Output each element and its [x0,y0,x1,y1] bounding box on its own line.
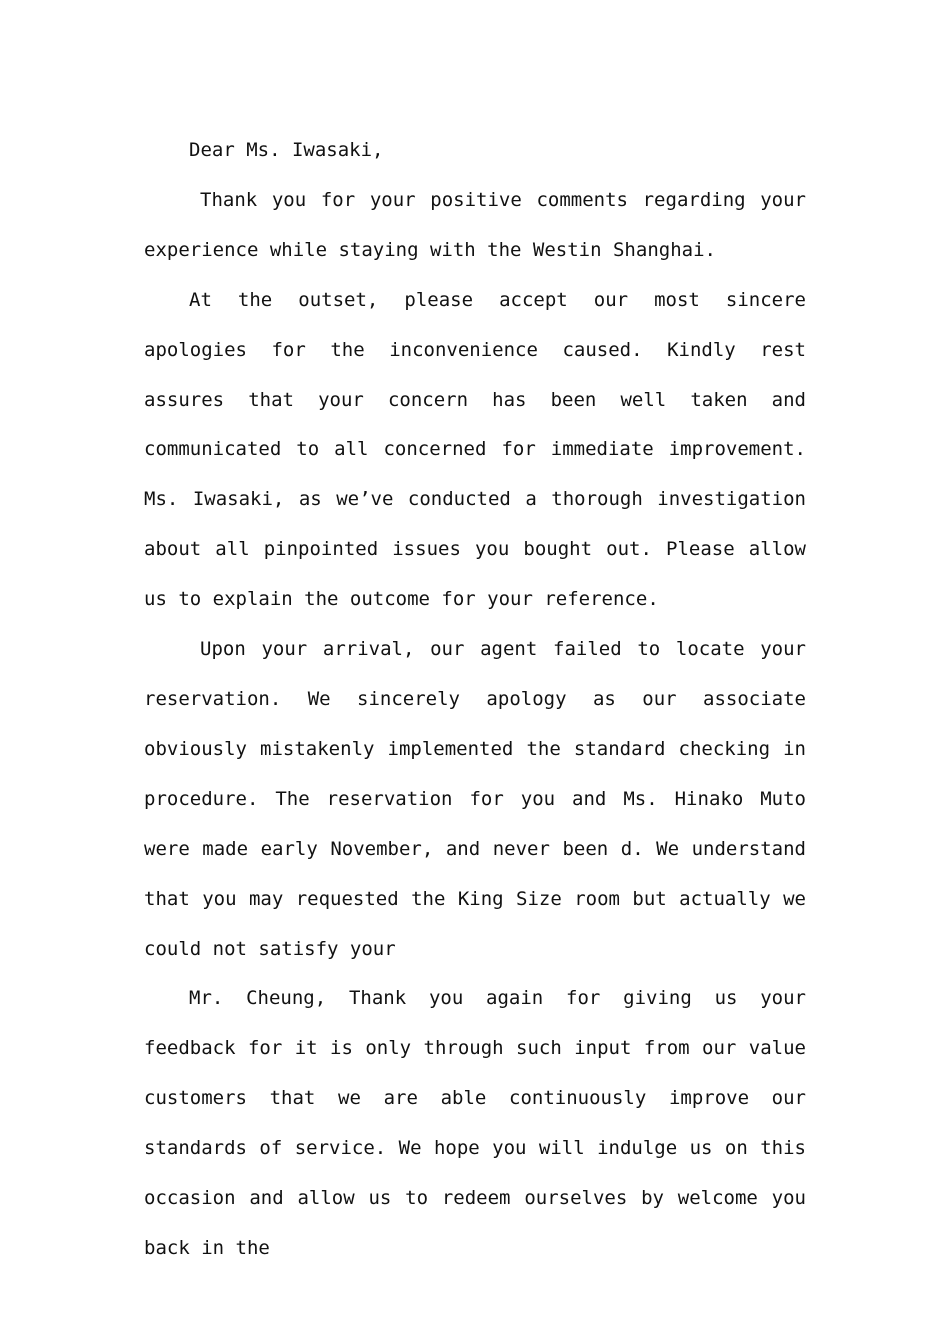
letter-body [144,126,806,1274]
letter-salutation: Dear Ms. Iwasaki, [189,139,384,161]
letter-paragraph-closing: Mr. Cheung, Thank you again for giving us your feedback for it is only through such input from our value customers that we are able continuously improve our standards of service. We hope you will indulge us on this occasion and allow us to redeem ourselves by welcome you back in the [144,987,806,1259]
letter-paragraph-thanks: Thank you for your positive comments regarding your experience while staying with the Westin Shanghai. [144,188,806,261]
letter-paragraph-arrival: Upon your arrival, our agent failed to locate your reservation. We sincerely apology as our associate obviously mistakenly implemented the standard checking in procedure. The reservation for you and Ms. Hinako Muto were made early November, and never been d. We understand that you may requested the King Size room but actually we could not satisfy your [144,638,806,960]
letter-paragraph-apology: At the outset, please accept our most sincere apologies for the inconvenience caused. Kindly rest assures that your concern has been well taken and communicated to all concerned for immediate improvement. Ms. Iwasaki, as we’ve conducted a thorough investigation about all pinpointed issues you bought out. Please allow us to explain the outcome for your reference. [144,288,806,611]
